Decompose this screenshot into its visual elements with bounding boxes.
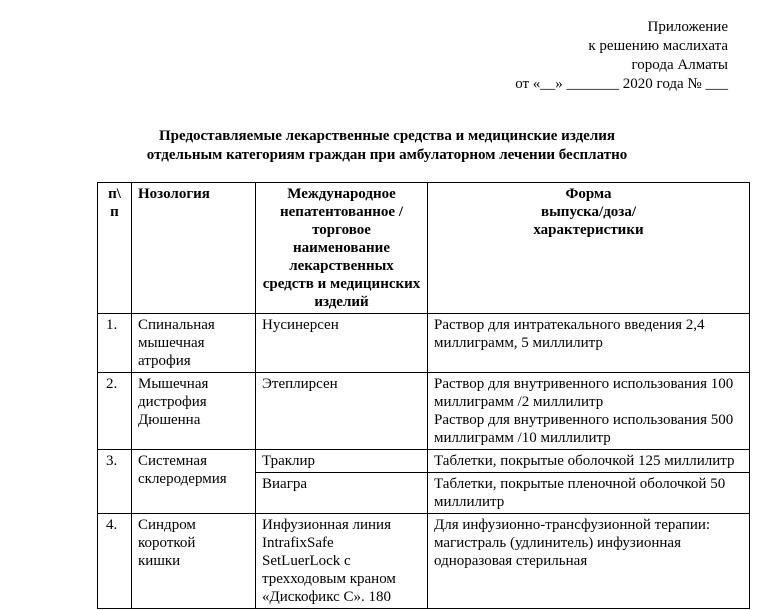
header-form: Форма выпуска/доза/ характеристики bbox=[428, 183, 750, 314]
row-num: 1. bbox=[98, 314, 132, 373]
row-drug-form: Раствор для внутривенного использования 100 миллиграмм /2 миллилитр Раствор для внутривенного использования 500 миллиграмм /10 миллилитр bbox=[428, 373, 750, 450]
header-nosology: Нозология bbox=[132, 183, 256, 314]
row-drug-form: Раствор для интратекального введения 2,4 миллиграмм, 5 миллилитр bbox=[428, 314, 750, 373]
row-drug-form: Таблетки, покрытые пленочной оболочкой 50 миллилитр bbox=[428, 473, 750, 514]
appendix-block bbox=[515, 18, 728, 94]
row-nosology: Мышечная дистрофия Дюшенна bbox=[132, 373, 256, 450]
row-num: 4. bbox=[98, 514, 132, 609]
header-name: Международное непатентованное / торговое наименование лекарственных средств и медицинских изделий bbox=[256, 183, 428, 314]
row-drug-name: Виагра bbox=[256, 473, 428, 514]
drugs-table bbox=[97, 182, 750, 609]
row-num: 2. bbox=[98, 373, 132, 450]
table-row bbox=[98, 373, 750, 450]
row-nosology: Системная склеродермия bbox=[132, 450, 256, 514]
row-drug-name: Нусинерсен bbox=[256, 314, 428, 373]
table-header-row bbox=[98, 183, 750, 314]
appendix-line-1: Приложение bbox=[647, 19, 728, 35]
row-drug-name: Траклир bbox=[256, 450, 428, 473]
row-drug-form: Для инфузионно-трансфузионной терапии: магистраль (удлинитель) инфузионная одноразовая стерильная bbox=[428, 514, 750, 609]
table-row bbox=[98, 450, 750, 473]
appendix-line-3: города Алматы bbox=[631, 57, 728, 73]
row-drug-form: Таблетки, покрытые оболочкой 125 миллилитр bbox=[428, 450, 750, 473]
table-row bbox=[98, 314, 750, 373]
row-drug-name: Этеплирсен bbox=[256, 373, 428, 450]
title-line-2: отдельным категориям граждан при амбулаторном лечении бесплатно bbox=[146, 147, 628, 163]
appendix-line-4: от «__» _______ 2020 года № ___ bbox=[515, 76, 728, 92]
row-nosology: Синдром короткой кишки bbox=[132, 514, 256, 609]
title-line-1: Предоставляемые лекарственные средства и медицинские изделия bbox=[158, 128, 616, 144]
row-num: 3. bbox=[98, 450, 132, 514]
header-num: п\ п bbox=[98, 183, 132, 314]
document-title bbox=[0, 127, 774, 165]
row-drug-name: Инфузионная линия IntrafixSafe SetLuerLock с трехходовым краном «Дискофикс С». 180 bbox=[256, 514, 428, 609]
table-row bbox=[98, 514, 750, 609]
appendix-line-2: к решению маслихата bbox=[588, 38, 728, 54]
row-nosology: Спинальная мышечная атрофия bbox=[132, 314, 256, 373]
